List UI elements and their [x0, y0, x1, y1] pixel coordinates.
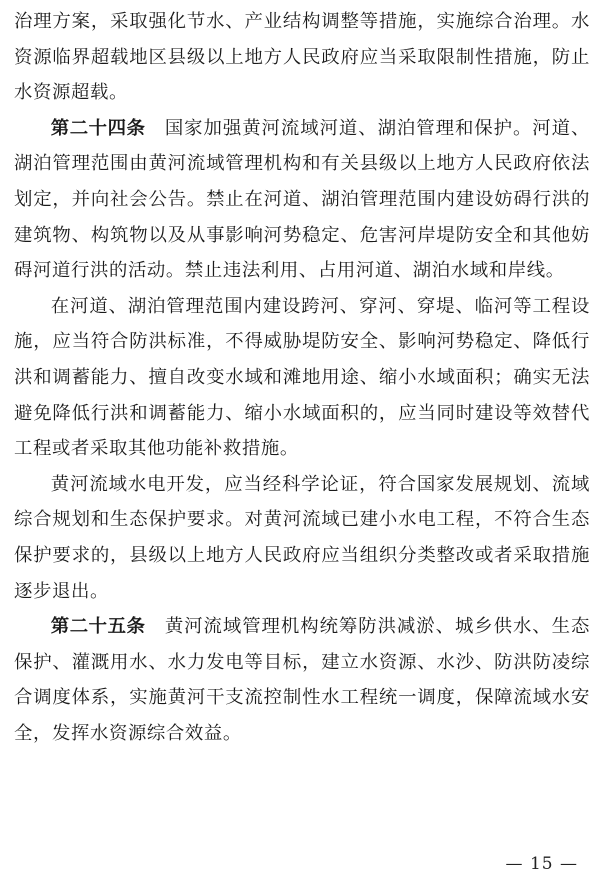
paragraph-text: 黄河流域水电开发，应当经科学论证，符合国家发展规划、流域综合规划和生态保护要求。对黄河流域已建小水电工程，不符合生态保护要求的，县级以上地方人民政府应当组织分类整改或者采取措施逐步退出。 — [14, 473, 590, 602]
paragraph-hydropower — [14, 467, 590, 609]
paragraph-text: 治理方案，采取强化节水、产业结构调整等措施，实施综合治理。水资源临界超载地区县级以上地方人民政府应当采取限制性措施，防止水资源超载。 — [14, 11, 590, 104]
paragraph-article-24 — [14, 111, 590, 289]
paragraph-article-25 — [14, 609, 590, 751]
paragraph-continuation — [14, 4, 590, 111]
article-number: 第二十四条 — [50, 117, 146, 139]
document-page — [14, 0, 590, 751]
page-number: — 15 — — [505, 854, 578, 874]
paragraph-text: 在河道、湖泊管理范围内建设跨河、穿河、穿堤、临河等工程设施，应当符合防洪标准，不得威胁堤防安全、影响河势稳定、降低行洪和调蓄能力、擅自改变水域和滩地用途、缩小水域面积；确实无法避免降低行洪和调蓄能力、缩小水域面积的，应当同时建设等效替代工程或者采取其他功能补救措施。 — [14, 295, 590, 460]
paragraph-text: 国家加强黄河流域河道、湖泊管理和保护。河道、湖泊管理范围由黄河流域管理机构和有关县级以上地方人民政府依法划定，并向社会公告。禁止在河道、湖泊管理范围内建设妨碍行洪的建筑物、构筑物以及从事影响河势稳定、危害河岸堤防安全和其他妨碍河道行洪的活动。禁止违法利用、占用河道、湖泊水域和岸线。 — [14, 117, 590, 282]
paragraph-river-works — [14, 289, 590, 467]
article-number: 第二十五条 — [50, 616, 146, 638]
paragraph-text: 黄河流域管理机构统筹防洪减淤、城乡供水、生态保护、灌溉用水、水力发电等目标，建立水资源、水沙、防洪防凌综合调度体系，实施黄河干支流控制性水工程统一调度，保障流域水安全，发挥水资源综合效益。 — [14, 616, 590, 744]
